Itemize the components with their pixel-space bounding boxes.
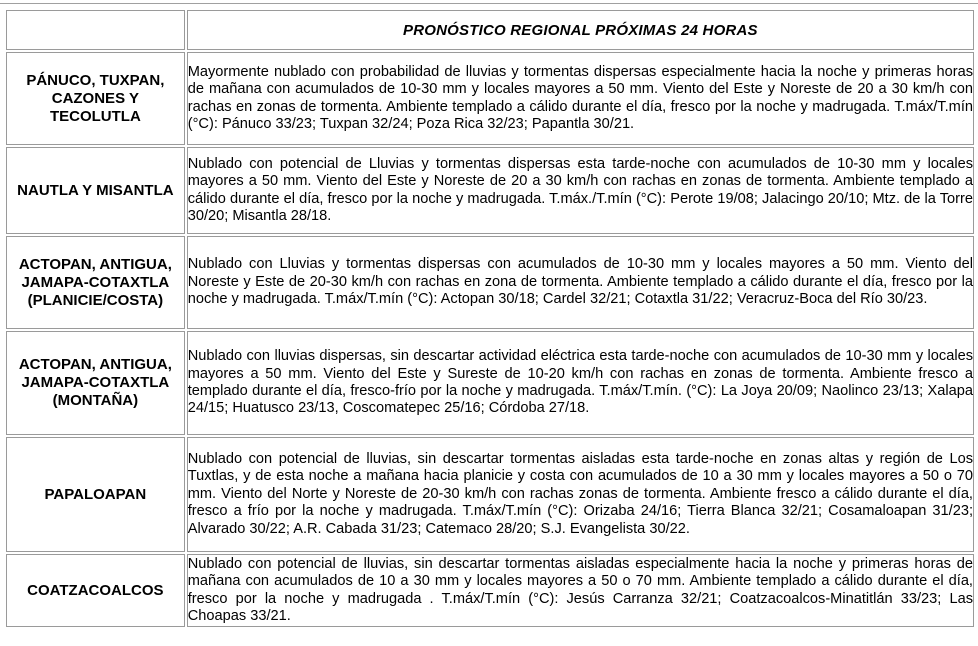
table-row [6,52,974,145]
forecast-text: Nublado con Lluvias y tormentas dispersas con acumulados de 10-30 mm y locales mayores a 50 mm. Viento del Noreste y Este de 20-30 km/h con rachas en zona de tormenta. Ambiente templado a cálido durante el día, fresco por la noche y madrugada. T.máx/T.mín (°C): Actopan 30/18; Cardel 32/21; Cotaxtla 31/22; Veracruz-Boca del Río 30/23. [187,236,974,329]
header-blank-cell [6,10,185,50]
table-header-row [6,10,974,50]
region-name: ACTOPAN, ANTIGUA, JAMAPA-COTAXTLA (PLANICIE/COSTA) [6,236,185,329]
table-row [6,437,974,552]
region-name: COATZACOALCOS [6,554,185,627]
table-row [6,147,974,234]
region-name: PAPALOAPAN [6,437,185,552]
table-title: PRONÓSTICO REGIONAL PRÓXIMAS 24 HORAS [187,10,974,50]
forecast-text: Nublado con potencial de lluvias, sin descartar tormentas aisladas especialmente hacia la noche y primeras horas de mañana con acumulados de 10 a 30 mm y locales mayores a 50 o 70 mm. Ambiente templado a cálido durante el día, fresco por la noche y madrugada . T.máx/T.mín (°C): Jesús Carranza 32/21; Coatzacoalcos-Minatitlán 33/23; Las Choapas 33/21. [187,554,974,627]
forecast-text: Nublado con lluvias dispersas, sin descartar actividad eléctrica esta tarde-noche con acumulados de 10-30 mm y locales mayores a 50 mm. Viento del Este y Sureste de 10-20 km/h con rachas en zonas de tormenta. Ambiente fresco a templado durante el día, fresco-frío por la noche y madrugada. T.máx/T.mín. (°C): La Joya 20/09; Naolinco 23/13; Xalapa 24/15; Huatusco 23/13, Coscomatepec 25/16; Córdoba 27/18. [187,331,974,435]
top-rule [0,3,978,4]
region-name: ACTOPAN, ANTIGUA, JAMAPA-COTAXTLA (MONTAÑA) [6,331,185,435]
table-row [6,554,974,627]
table-row [6,331,974,435]
table-row [6,236,974,329]
forecast-text: Nublado con potencial de Lluvias y tormentas dispersas esta tarde-noche con acumulados de 10-30 mm y locales mayores a 50 mm. Viento del Este y Noreste de 20 a 30 km/h con rachas en zonas de tormenta. Ambiente templado a cálido durante el día, fresco por la noche y madrugada. T.máx./T.mín (°C): Perote 19/08; Jalacingo 20/10; Mtz. de la Torre 30/20; Misantla 28/18. [187,147,974,234]
regional-forecast-table [4,8,976,629]
forecast-text: Nublado con potencial de lluvias, sin descartar tormentas aisladas esta tarde-noche en zonas altas y región de Los Tuxtlas, y de esta noche a mañana hacia planicie y costa con acumulados de 10 a 30 mm y locales mayores a 50 o 70 mm. Viento del Norte y Noreste de 20-30 km/h con rachas zonas de tormenta. Ambiente fresco a cálido durante el día, fresco a frío por la noche y madrugada. T.máx/T.mín (°C): Orizaba 24/16; Tierra Blanca 32/21; Cosamaloapan 31/23; Alvarado 30/22; A.R. Cabada 31/23; Catemaco 28/20; S.J. Evangelista 30/22. [187,437,974,552]
forecast-text: Mayormente nublado con probabilidad de lluvias y tormentas dispersas especialmente hacia la noche y primeras horas de mañana con acumulados de 10-30 mm y locales mayores a 50 mm. Viento del Este y Noreste de 20 a 30 km/h con rachas en zonas de tormenta. Ambiente templado a cálido durante el día, fresco por la noche y madrugada. T.máx/T.mín (°C): Pánuco 33/23; Tuxpan 32/24; Poza Rica 32/23; Papantla 30/21. [187,52,974,145]
region-name: PÁNUCO, TUXPAN, CAZONES Y TECOLUTLA [6,52,185,145]
region-name: NAUTLA Y MISANTLA [6,147,185,234]
